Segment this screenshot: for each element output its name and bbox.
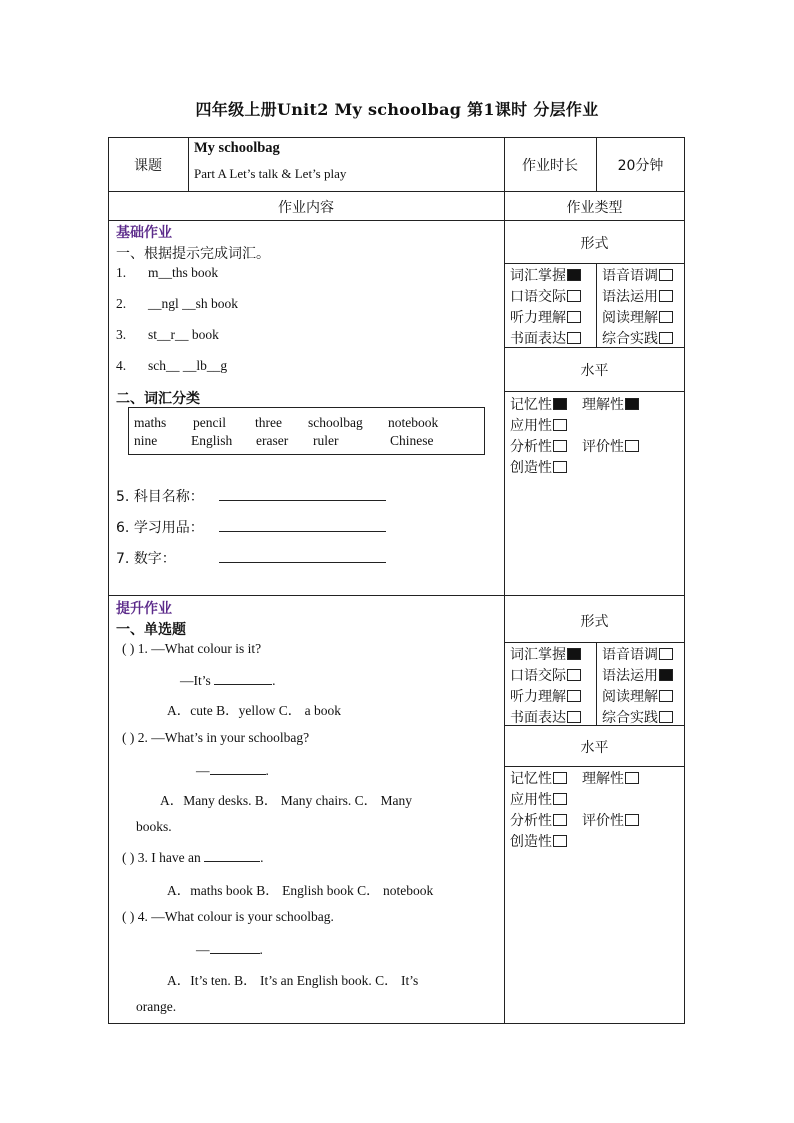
checklist-item[interactable]: [510, 457, 567, 477]
unchecked-box-icon[interactable]: [567, 669, 581, 681]
lesson-title: My schoolbag: [194, 140, 280, 156]
unchecked-box-icon[interactable]: [553, 793, 567, 805]
vocab-word: eraser: [256, 433, 289, 448]
question-2-options-cont: books.: [136, 819, 172, 834]
fill-blank-5[interactable]: [219, 487, 386, 501]
vocab-word: schoolbag: [308, 415, 363, 430]
unchecked-box-icon[interactable]: [553, 419, 567, 431]
checklist-item[interactable]: [602, 644, 673, 664]
checklist-label: 分析性: [510, 813, 552, 829]
duration-label: 作业时长: [522, 158, 578, 174]
page-title: 四年级上册Unit2 My schoolbag 第1课时 分层作业: [195, 100, 599, 119]
vocab-item-1: 1.: [116, 265, 127, 280]
unchecked-box-icon[interactable]: [567, 690, 581, 702]
question-1-options: A．cute B．yellow C． a book: [167, 703, 341, 718]
checklist-item[interactable]: [510, 307, 581, 327]
checklist-label: 创造性: [510, 834, 552, 850]
checklist-label: 记忆性: [510, 397, 552, 413]
checklist-label: 语法运用: [602, 668, 658, 684]
checklist-item[interactable]: [602, 265, 673, 285]
question-1: ( ) 1. —What colour is it?: [122, 641, 262, 656]
topic-label: 课题: [134, 158, 162, 174]
question-3-options: A．maths book B． English book C． notebook: [167, 883, 434, 898]
question-4: ( ) 4. —What colour is your schoolbag.: [122, 909, 334, 924]
unchecked-box-icon[interactable]: [553, 835, 567, 847]
advanced-level-label: 水平: [580, 740, 609, 756]
unchecked-box-icon[interactable]: [659, 690, 673, 702]
unchecked-box-icon[interactable]: [553, 440, 567, 452]
checklist-item[interactable]: [510, 415, 567, 435]
vocab-word: maths: [134, 415, 167, 430]
checklist-item[interactable]: [510, 665, 581, 685]
vocab-item-3-text: st__r__ book: [148, 327, 219, 342]
unchecked-box-icon[interactable]: [567, 332, 581, 344]
unchecked-box-icon[interactable]: [659, 269, 673, 281]
checklist-label: 应用性: [510, 418, 552, 434]
vocab-word: English: [191, 433, 233, 448]
checklist-item[interactable]: [510, 328, 581, 348]
fill-blank-7[interactable]: [219, 549, 386, 563]
vocab-item-3: 3.: [116, 327, 127, 342]
checklist-item[interactable]: [510, 265, 581, 285]
checklist-label: 评价性: [582, 439, 624, 455]
type-column-header: 作业类型: [566, 200, 623, 216]
answer-blank[interactable]: [214, 671, 272, 685]
question-4-answer: — .: [196, 942, 263, 957]
checklist-item[interactable]: [582, 810, 639, 830]
unchecked-box-icon[interactable]: [625, 814, 639, 826]
checklist-label: 综合实践: [602, 331, 658, 347]
checklist-label: 应用性: [510, 792, 552, 808]
vocab-word: pencil: [193, 415, 226, 430]
checklist-item[interactable]: [510, 810, 567, 830]
checklist-item[interactable]: [602, 686, 673, 706]
checklist-label: 听力理解: [510, 310, 566, 326]
fill-blank-6[interactable]: [219, 518, 386, 532]
checklist-label: 阅读理解: [602, 689, 658, 705]
vocab-item-4: 4.: [116, 358, 127, 373]
question-4-options-cont: orange.: [136, 999, 177, 1014]
answer-blank[interactable]: [204, 848, 260, 862]
checklist-label: 书面表达: [510, 331, 566, 347]
vocab-word: nine: [134, 433, 158, 448]
question-2: ( ) 2. —What’s in your schoolbag?: [122, 730, 310, 745]
vocab-item-1-text: m__ths book: [148, 265, 219, 280]
checklist-label: 口语交际: [510, 668, 566, 684]
checklist-item[interactable]: [602, 665, 673, 685]
checklist-item[interactable]: [510, 286, 581, 306]
checklist-item[interactable]: [602, 307, 673, 327]
fill-item-5: 5. 科目名称：: [116, 489, 204, 505]
checklist-item[interactable]: [510, 831, 567, 851]
unchecked-box-icon[interactable]: [659, 711, 673, 723]
unchecked-box-icon[interactable]: [625, 772, 639, 784]
checklist-label: 理解性: [582, 771, 624, 787]
unchecked-box-icon[interactable]: [659, 332, 673, 344]
checklist-item[interactable]: [582, 768, 639, 788]
vocab-word: ruler: [313, 433, 339, 448]
fill-item-6: 6. 学习用品：: [116, 520, 204, 536]
unchecked-box-icon[interactable]: [553, 772, 567, 784]
checklist-label: 理解性: [582, 397, 624, 413]
basic-section1: 一、根据提示完成词汇。: [116, 246, 270, 262]
vocab-word: three: [255, 415, 282, 430]
checklist-label: 创造性: [510, 460, 552, 476]
question-1-answer: —It’s .: [180, 673, 276, 688]
checked-box-icon[interactable]: [553, 398, 567, 410]
checklist-item[interactable]: [510, 707, 581, 727]
checklist-label: 阅读理解: [602, 310, 658, 326]
checklist-item[interactable]: [510, 644, 581, 664]
checklist-item[interactable]: [602, 286, 673, 306]
question-2-options: A．Many desks. B． Many chairs. C． Many: [160, 793, 412, 808]
checklist-item[interactable]: [510, 686, 581, 706]
checklist-item[interactable]: [582, 394, 639, 414]
basic-level-label: 水平: [580, 363, 609, 379]
basic-section2: 二、词汇分类: [116, 391, 200, 407]
unchecked-box-icon[interactable]: [567, 711, 581, 723]
unchecked-box-icon[interactable]: [659, 648, 673, 660]
question-2-answer: — .: [196, 763, 269, 778]
checklist-label: 语音语调: [602, 647, 658, 663]
advanced-section1: 一、单选题: [116, 622, 186, 638]
question-4-options: A．It’s ten. B． It’s an English book. C． It’s: [167, 973, 419, 988]
unchecked-box-icon[interactable]: [625, 440, 639, 452]
question-3: ( ) 3. I have an .: [122, 850, 264, 865]
basic-heading: 基础作业: [116, 225, 172, 241]
checklist-item[interactable]: [510, 394, 567, 414]
unchecked-box-icon[interactable]: [567, 290, 581, 302]
checklist-label: 口语交际: [510, 289, 566, 305]
checklist-item[interactable]: [582, 436, 639, 456]
checked-box-icon[interactable]: [567, 269, 581, 281]
checklist-item[interactable]: [510, 436, 567, 456]
checklist-item[interactable]: [510, 768, 567, 788]
checklist-label: 书面表达: [510, 710, 566, 726]
fill-item-7: 7. 数字：: [116, 551, 176, 567]
checklist-label: 词汇掌握: [510, 268, 566, 284]
advanced-form-label: 形式: [580, 614, 609, 630]
vocab-item-2: 2.: [116, 296, 127, 311]
checklist-label: 分析性: [510, 439, 552, 455]
vocab-item-4-text: sch__ __lb__g: [148, 358, 228, 373]
answer-blank[interactable]: [210, 761, 266, 775]
lesson-subtitle: Part A Let’s talk & Let’s play: [194, 166, 347, 181]
advanced-heading: 提升作业: [116, 601, 172, 617]
checklist-label: 语音语调: [602, 268, 658, 284]
unchecked-box-icon[interactable]: [659, 311, 673, 323]
content-column-header: 作业内容: [278, 200, 334, 216]
checked-box-icon[interactable]: [659, 669, 673, 681]
checklist-item[interactable]: [602, 707, 673, 727]
vocab-item-2-text: __ngl __sh book: [148, 296, 239, 311]
checklist-label: 综合实践: [602, 710, 658, 726]
checklist-label: 词汇掌握: [510, 647, 566, 663]
duration-value: 20分钟: [617, 158, 664, 174]
checked-box-icon[interactable]: [625, 398, 639, 410]
vocab-word: Chinese: [390, 433, 434, 448]
checklist-item[interactable]: [510, 789, 567, 809]
checklist-label: 语法运用: [602, 289, 658, 305]
checklist-label: 记忆性: [510, 771, 552, 787]
checklist-item[interactable]: [602, 328, 673, 348]
checklist-label: 听力理解: [510, 689, 566, 705]
unchecked-box-icon[interactable]: [567, 311, 581, 323]
unchecked-box-icon[interactable]: [553, 814, 567, 826]
vocab-word: notebook: [388, 415, 439, 430]
basic-form-label: 形式: [580, 236, 609, 252]
unchecked-box-icon[interactable]: [553, 461, 567, 473]
checked-box-icon[interactable]: [567, 648, 581, 660]
checklist-label: 评价性: [582, 813, 624, 829]
unchecked-box-icon[interactable]: [659, 290, 673, 302]
answer-blank[interactable]: [210, 940, 260, 954]
